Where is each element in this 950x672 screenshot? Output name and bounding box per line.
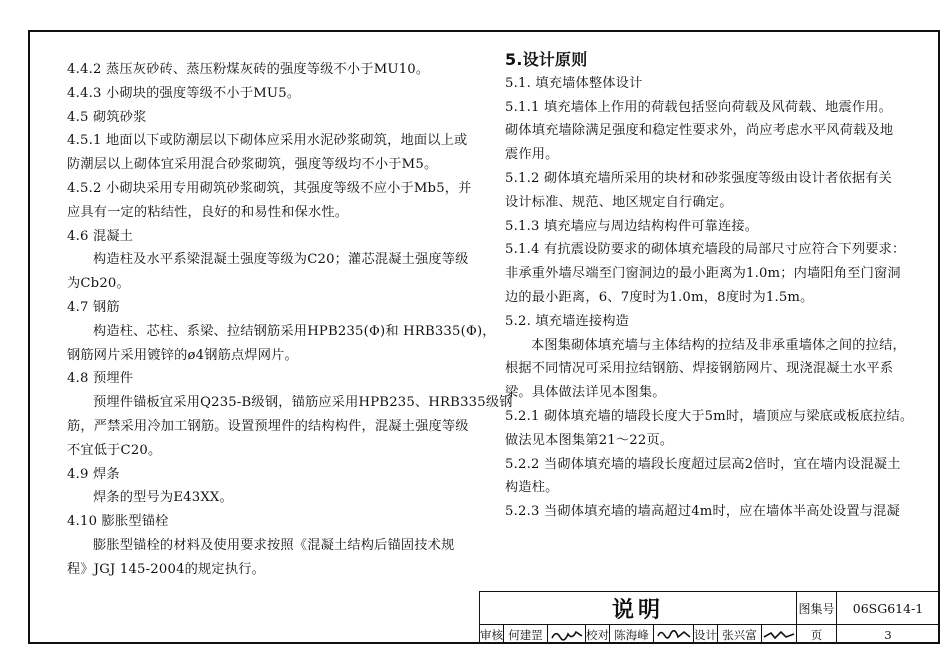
- reviewer-signature-mark: [550, 628, 584, 642]
- text-line: 设计标准、规范、地区规定自行确定。: [505, 194, 733, 210]
- left-text-column: [67, 58, 513, 582]
- text-line: 焊条的型号为E43XX。: [93, 490, 233, 506]
- designer-signature: [762, 625, 797, 644]
- text-line: 5.2. 填充墙连接构造: [505, 313, 630, 329]
- text-line: 5.1.2 砌体填充墙所采用的块材和砂浆强度等级由设计者依据有关: [505, 170, 893, 186]
- signature-row: [480, 625, 939, 644]
- title-block: [479, 591, 938, 643]
- text-line: 做法见本图集第21～22页。: [505, 432, 674, 448]
- checker-signature: [654, 625, 694, 644]
- right-text-column: [505, 48, 914, 524]
- text-line: 5.1.4 有抗震设防要求的砌体填充墙段的局部尺寸应符合下列要求：: [505, 242, 906, 258]
- text-line: 防潮层以上砌体宜采用混合砂浆砌筑，强度等级均不小于M5。: [67, 157, 438, 173]
- right-paragraphs: [505, 72, 914, 524]
- text-line: 5.2.3 当砌体填充墙的墙高超过4m时，应在墙体半高处设置与混凝: [505, 504, 900, 520]
- checker-signature-mark: [656, 628, 692, 642]
- text-line: 应具有一定的粘结性，良好的和易性和保水性。: [67, 204, 349, 220]
- checker-name: 陈海峰: [610, 625, 654, 644]
- atlas-number: 06SG614-1: [837, 592, 939, 625]
- text-line: 预埋件锚板宜采用Q235-B级钢，锚筋应采用HPB235、HRB335级钢: [93, 395, 513, 411]
- text-line: 构造柱及水平系梁混凝土强度等级为C20；灌芯混凝土强度等级: [93, 252, 469, 268]
- design-label: 设计: [694, 625, 718, 644]
- reviewer-signature: [548, 625, 586, 644]
- sheet-title: 说明: [480, 592, 797, 625]
- text-line: 本图集砌体填充墙与主体结构的拉结及非承重墙体之间的拉结，: [531, 337, 906, 353]
- text-line: 边的最小距离，6、7度时为1.0m，8度时为1.5m。: [505, 289, 814, 305]
- text-line: 4.6 混凝土: [67, 228, 134, 244]
- text-line: 4.5.2 小砌块采用专用砌筑砂浆砌筑，其强度等级不应小于Mb5，并: [67, 180, 472, 196]
- text-line: 5.1.3 填充墙应与周边结构构件可靠连接。: [505, 218, 759, 234]
- text-line: 程》JGJ 145-2004的规定执行。: [67, 561, 265, 577]
- text-line: 4.7 钢筋: [67, 299, 120, 315]
- text-line: 砌体填充墙除满足强度和稳定性要求外，尚应考虑水平风荷载及地: [505, 123, 894, 139]
- reviewer-name: 何建罡: [504, 625, 548, 644]
- text-line: 钢筋网片采用镀锌的ø4钢筋点焊网片。: [67, 347, 298, 363]
- text-line: 不宜低于C20。: [67, 442, 162, 458]
- designer-name: 张兴富: [718, 625, 762, 644]
- text-line: 5.1. 填充墙体整体设计: [505, 75, 643, 91]
- section-title: 5.设计原则: [505, 50, 588, 69]
- text-line: 4.5.1 地面以下或防潮层以下砌体应采用水泥砂浆砌筑，地面以上或: [67, 133, 468, 149]
- text-line: 根据不同情况可采用拉结钢筋、焊接钢筋网片、现浇混凝土水平系: [505, 361, 894, 377]
- page-number: 3: [884, 627, 892, 642]
- text-line: 5.2.1 砌体填充墙的墙段长度大于5m时，墙顶应与梁底或板底拉结。: [505, 408, 914, 424]
- text-line: 膨胀型锚栓的材料及使用要求按照《混凝土结构后锚固技术规: [93, 537, 455, 553]
- text-line: 4.4.2 蒸压灰砂砖、蒸压粉煤灰砖的强度等级不小于MU10。: [67, 62, 430, 77]
- text-line: 4.5 砌筑砂浆: [67, 109, 147, 125]
- text-line: 非承重外墙尽端至门窗洞边的最小距离为1.0m；内墙阳角至门窗洞: [505, 266, 901, 282]
- text-line: 4.9 焊条: [67, 466, 120, 482]
- text-line: 筋，严禁采用冷加工钢筋。设置预埋件的结构构件，混凝土强度等级: [67, 418, 469, 434]
- review-label: 审核: [480, 625, 504, 644]
- text-line: 震作用。: [505, 147, 559, 163]
- text-line: 构造柱。: [505, 480, 559, 496]
- check-label: 校对: [586, 625, 610, 644]
- text-line: 4.8 预埋件: [67, 371, 134, 387]
- page-label: 页: [797, 625, 837, 644]
- text-line: 5.2.2 当砌体填充墙的墙段长度超过层高2倍时，宜在墙内设混凝土: [505, 456, 901, 472]
- text-line: 4.10 膨胀型锚栓: [67, 514, 169, 530]
- text-line: 构造柱、芯柱、系梁、拉结钢筋采用HPB235(Φ)和 HRB335(Φ)，: [93, 323, 496, 339]
- text-line: 5.1.1 填充墙体上作用的荷载包括竖向荷载及风荷载、地震作用。: [505, 99, 893, 115]
- designer-signature-mark: [763, 628, 796, 642]
- atlas-number-label: 图集号: [797, 592, 837, 625]
- text-line: 梁。具体做法详见本图集。: [505, 385, 666, 401]
- text-line: 为Cb20。: [67, 276, 130, 292]
- text-line: 4.4.3 小砌块的强度等级不小于MU5。: [67, 85, 301, 101]
